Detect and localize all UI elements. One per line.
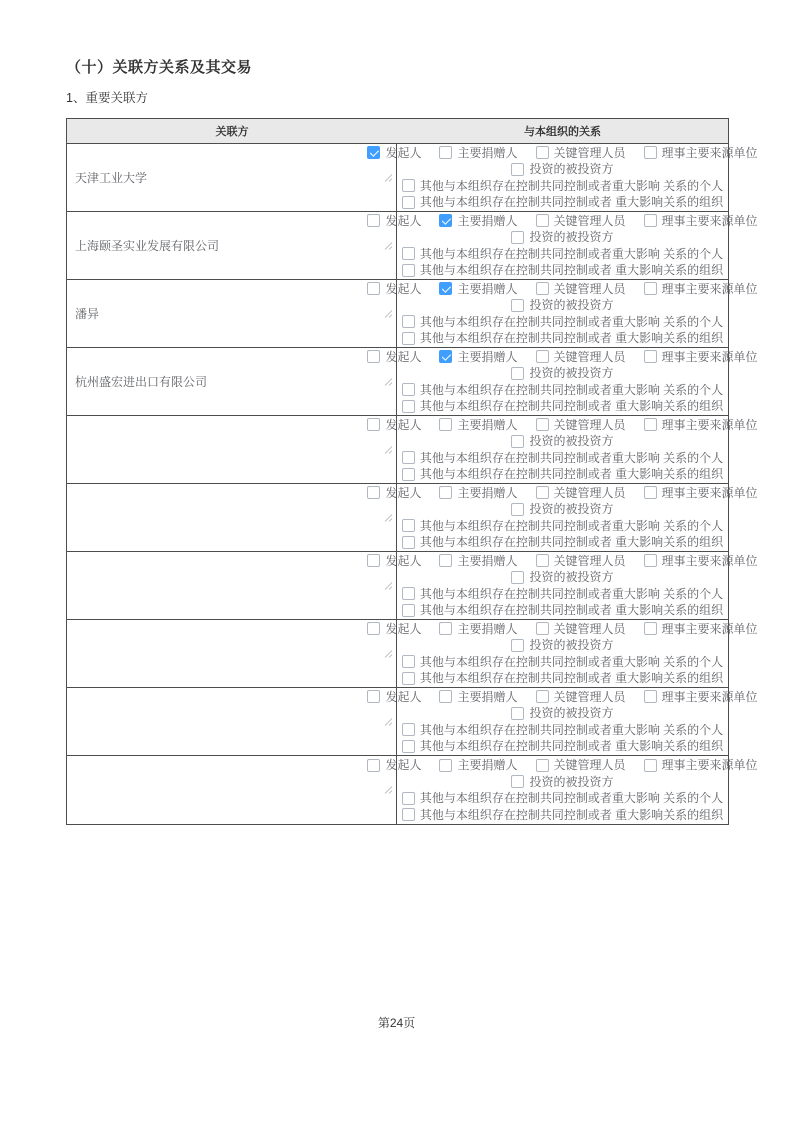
checkbox-label: 理事主要来源单位 — [661, 553, 758, 568]
relationship-checkbox-3[interactable] — [644, 553, 758, 570]
checkbox-label: 投资的被投资方 — [529, 230, 614, 244]
relationship-checkbox-5[interactable] — [402, 790, 723, 807]
relationship-checkbox-1[interactable] — [439, 349, 517, 366]
checkbox-label: 主要捐赠人 — [457, 145, 518, 160]
checkbox-label: 关键管理人员 — [553, 349, 626, 364]
checkbox-label: 主要捐赠人 — [457, 758, 518, 772]
checkbox-label: 其他与本组织存在控制共同控制或者 重大影响关系的组织 — [419, 671, 724, 685]
checkbox-unchecked-icon[interactable] — [367, 214, 380, 227]
relationship-option-line — [402, 790, 723, 807]
relationship-checkbox-5[interactable] — [402, 314, 723, 331]
relationship-option-line — [402, 670, 723, 687]
relationship-option-line — [511, 297, 613, 314]
checkbox-label: 主要捐赠人 — [457, 621, 518, 636]
relationship-checkbox-1[interactable] — [439, 417, 517, 434]
relationship-options-cell — [385, 348, 758, 415]
checkbox-unchecked-icon[interactable] — [439, 486, 452, 499]
relationship-checkbox-3[interactable] — [644, 689, 758, 706]
checkbox-unchecked-icon[interactable] — [536, 350, 549, 363]
relationship-option-line — [402, 178, 723, 195]
checkbox-unchecked-icon[interactable] — [402, 400, 415, 413]
related-party-name: 杭州盛宏进出口有限公司 — [75, 375, 208, 389]
checkbox-label: 发起人 — [385, 553, 422, 568]
relationship-option-line — [511, 569, 613, 586]
relationship-option-line — [402, 722, 723, 739]
checkbox-label: 关键管理人员 — [553, 281, 626, 296]
checkbox-label: 其他与本组织存在控制共同控制或者 重大影响关系的组织 — [419, 535, 724, 549]
checkbox-unchecked-icon[interactable] — [367, 622, 380, 635]
checkbox-label: 关键管理人员 — [553, 213, 626, 228]
checkbox-unchecked-icon[interactable] — [439, 554, 452, 567]
checkbox-unchecked-icon[interactable] — [402, 792, 415, 805]
textarea-resize-handle-icon[interactable] — [384, 309, 393, 318]
checkbox-label: 其他与本组织存在控制共同控制或者重大影响 关系的个人 — [419, 450, 724, 465]
textarea-resize-handle-icon[interactable] — [384, 173, 393, 182]
checkbox-unchecked-icon[interactable] — [367, 282, 380, 295]
checkbox-label: 主要捐赠人 — [457, 213, 518, 228]
relationship-option-line — [367, 417, 757, 434]
related-party-input[interactable] — [67, 484, 397, 551]
relationship-option-line — [402, 450, 723, 467]
relationship-checkbox-6[interactable] — [402, 262, 723, 279]
checkbox-unchecked-icon[interactable] — [402, 672, 415, 685]
checkbox-unchecked-icon[interactable] — [367, 690, 380, 703]
textarea-resize-handle-icon[interactable] — [384, 786, 393, 795]
table-row — [67, 620, 758, 688]
relationship-option-line — [402, 466, 723, 483]
checkbox-label: 投资的被投资方 — [529, 638, 614, 652]
checkbox-label: 其他与本组织存在控制共同控制或者重大影响 关系的个人 — [419, 791, 724, 805]
relationship-checkbox-1[interactable] — [439, 757, 517, 774]
checkbox-label: 理事主要来源单位 — [661, 621, 758, 636]
checkbox-unchecked-icon[interactable] — [439, 690, 452, 703]
checkbox-label: 发起人 — [385, 689, 422, 704]
checkbox-label: 投资的被投资方 — [529, 706, 614, 720]
related-party-input[interactable] — [67, 620, 397, 687]
relationship-checkbox-1[interactable] — [439, 621, 517, 638]
checkbox-unchecked-icon[interactable] — [511, 367, 524, 380]
checkbox-label: 其他与本组织存在控制共同控制或者 重大影响关系的组织 — [419, 195, 724, 209]
checkbox-label: 其他与本组织存在控制共同控制或者 重大影响关系的组织 — [419, 467, 724, 481]
relationship-checkbox-6[interactable] — [402, 194, 723, 211]
relationship-checkbox-2[interactable] — [536, 757, 626, 774]
relationship-option-line — [511, 774, 613, 791]
relationship-checkbox-2[interactable] — [536, 417, 626, 434]
checkbox-unchecked-icon[interactable] — [644, 690, 657, 703]
checkbox-label: 主要捐赠人 — [457, 349, 518, 364]
checkbox-unchecked-icon[interactable] — [402, 519, 415, 532]
related-party-name: 潘异 — [75, 307, 100, 321]
checkbox-unchecked-icon[interactable] — [402, 468, 415, 481]
checkbox-unchecked-icon[interactable] — [644, 554, 657, 567]
relationship-option-line — [402, 262, 723, 279]
relationship-option-line — [402, 518, 723, 535]
relationship-checkbox-5[interactable] — [402, 586, 723, 603]
checkbox-label: 主要捐赠人 — [457, 689, 518, 704]
checkbox-unchecked-icon[interactable] — [511, 639, 524, 652]
relationship-checkbox-4[interactable] — [511, 569, 613, 586]
textarea-resize-handle-icon[interactable] — [384, 513, 393, 522]
checkbox-unchecked-icon[interactable] — [367, 554, 380, 567]
related-party-input[interactable] — [67, 688, 397, 755]
checkbox-checked-icon[interactable] — [439, 214, 452, 227]
checkbox-unchecked-icon[interactable] — [511, 571, 524, 584]
checkbox-unchecked-icon[interactable] — [402, 196, 415, 209]
checkbox-unchecked-icon[interactable] — [402, 451, 415, 464]
checkbox-label: 理事主要来源单位 — [661, 689, 758, 704]
relationship-checkbox-4[interactable] — [511, 705, 613, 722]
checkbox-label: 发起人 — [385, 213, 422, 228]
relationship-checkbox-2[interactable] — [536, 213, 626, 230]
checkbox-label: 其他与本组织存在控制共同控制或者重大影响 关系的个人 — [419, 178, 724, 193]
relationship-options-cell — [385, 212, 758, 279]
checkbox-label: 投资的被投资方 — [529, 298, 614, 312]
checkbox-unchecked-icon[interactable] — [644, 350, 657, 363]
relationship-checkbox-1[interactable] — [439, 281, 517, 298]
relationship-option-line — [402, 194, 723, 211]
checkbox-label: 理事主要来源单位 — [661, 349, 758, 364]
table-row — [67, 348, 758, 416]
table-row — [67, 756, 758, 824]
relationship-checkbox-2[interactable] — [536, 485, 626, 502]
relationship-option-line — [511, 433, 613, 450]
relationship-checkbox-1[interactable] — [439, 213, 517, 230]
related-party-input[interactable] — [67, 144, 397, 211]
checkbox-unchecked-icon[interactable] — [511, 707, 524, 720]
relationship-checkbox-2[interactable] — [536, 689, 626, 706]
checkbox-unchecked-icon[interactable] — [367, 759, 380, 772]
relationship-checkbox-6[interactable] — [402, 602, 723, 619]
relationship-option-line — [511, 161, 613, 178]
checkbox-unchecked-icon[interactable] — [402, 655, 415, 668]
relationship-option-line — [367, 349, 757, 366]
relationship-checkbox-6[interactable] — [402, 330, 723, 347]
related-party-name: 天津工业大学 — [75, 171, 148, 185]
checkbox-unchecked-icon[interactable] — [511, 231, 524, 244]
checkbox-unchecked-icon[interactable] — [536, 282, 549, 295]
checkbox-unchecked-icon[interactable] — [644, 759, 657, 772]
relationship-options-cell — [385, 484, 758, 551]
relationship-checkbox-1[interactable] — [439, 689, 517, 706]
relationship-checkbox-2[interactable] — [536, 553, 626, 570]
checkbox-label: 其他与本组织存在控制共同控制或者重大影响 关系的个人 — [419, 382, 724, 397]
checkbox-unchecked-icon[interactable] — [402, 332, 415, 345]
relationship-option-line — [367, 689, 757, 706]
relationship-option-line — [511, 365, 613, 382]
relationship-option-line — [402, 534, 723, 551]
relationship-options-cell — [385, 620, 758, 687]
checkbox-label: 理事主要来源单位 — [661, 145, 758, 160]
relationship-checkbox-4[interactable] — [511, 637, 613, 654]
relationship-checkbox-6[interactable] — [402, 670, 723, 687]
checkbox-label: 其他与本组织存在控制共同控制或者 重大影响关系的组织 — [419, 739, 724, 753]
checkbox-label: 理事主要来源单位 — [661, 485, 758, 500]
checkbox-label: 主要捐赠人 — [457, 485, 518, 500]
checkbox-label: 发起人 — [385, 417, 422, 432]
related-parties-table — [66, 118, 758, 825]
checkbox-unchecked-icon[interactable] — [536, 690, 549, 703]
column-header-related-party: 关联方 — [215, 126, 249, 138]
checkbox-label: 发起人 — [385, 145, 422, 160]
checkbox-label: 投资的被投资方 — [529, 162, 614, 176]
table-row — [67, 212, 758, 280]
relationship-option-line — [367, 213, 757, 230]
relationship-option-line — [402, 330, 723, 347]
relationship-checkbox-6[interactable] — [402, 534, 723, 551]
relationship-checkbox-1[interactable] — [439, 485, 517, 502]
checkbox-checked-icon[interactable] — [439, 350, 452, 363]
relationship-checkbox-2[interactable] — [536, 145, 626, 162]
relationship-checkbox-3[interactable] — [644, 349, 758, 366]
related-party-input[interactable] — [67, 756, 397, 824]
checkbox-unchecked-icon[interactable] — [536, 418, 549, 431]
relationship-options-cell — [385, 756, 758, 824]
checkbox-unchecked-icon[interactable] — [511, 299, 524, 312]
relationship-options-cell — [385, 280, 758, 347]
related-party-input[interactable] — [67, 416, 397, 483]
checkbox-unchecked-icon[interactable] — [536, 214, 549, 227]
column-header-relationship: 与本组织的关系 — [524, 126, 601, 138]
relationship-option-line — [511, 637, 613, 654]
relationship-checkbox-1[interactable] — [439, 553, 517, 570]
checkbox-unchecked-icon[interactable] — [402, 723, 415, 736]
table-row — [67, 144, 758, 212]
relationship-checkbox-5[interactable] — [402, 382, 723, 399]
relationship-checkbox-4[interactable] — [511, 229, 613, 246]
checkbox-label: 发起人 — [385, 758, 422, 772]
relationship-checkbox-3[interactable] — [644, 485, 758, 502]
relationship-checkbox-3[interactable] — [644, 281, 758, 298]
relationship-checkbox-6[interactable] — [402, 807, 723, 824]
relationship-checkbox-5[interactable] — [402, 518, 723, 535]
checkbox-unchecked-icon[interactable] — [367, 486, 380, 499]
page-number: 第24页 — [377, 1016, 416, 1030]
checkbox-label: 其他与本组织存在控制共同控制或者重大影响 关系的个人 — [419, 586, 724, 601]
relationship-checkbox-5[interactable] — [402, 450, 723, 467]
relationship-checkbox-3[interactable] — [644, 621, 758, 638]
relationship-option-line — [402, 246, 723, 263]
checkbox-label: 其他与本组织存在控制共同控制或者 重大影响关系的组织 — [419, 263, 724, 277]
textarea-resize-handle-icon[interactable] — [384, 649, 393, 658]
checkbox-label: 关键管理人员 — [553, 621, 626, 636]
checkbox-unchecked-icon[interactable] — [644, 622, 657, 635]
relationship-checkbox-2[interactable] — [536, 349, 626, 366]
checkbox-label: 主要捐赠人 — [457, 281, 518, 296]
checkbox-unchecked-icon[interactable] — [644, 418, 657, 431]
checkbox-unchecked-icon[interactable] — [439, 622, 452, 635]
checkbox-label: 理事主要来源单位 — [661, 417, 758, 432]
checkbox-label: 关键管理人员 — [553, 485, 626, 500]
checkbox-label: 关键管理人员 — [553, 145, 626, 160]
checkbox-label: 投资的被投资方 — [529, 434, 614, 448]
relationship-option-line — [402, 602, 723, 619]
textarea-resize-handle-icon[interactable] — [384, 241, 393, 250]
checkbox-label: 其他与本组织存在控制共同控制或者 重大影响关系的组织 — [419, 603, 724, 617]
related-party-input[interactable] — [67, 280, 397, 347]
checkbox-label: 其他与本组织存在控制共同控制或者 重大影响关系的组织 — [419, 331, 724, 345]
textarea-resize-handle-icon[interactable] — [384, 717, 393, 726]
relationship-checkbox-3[interactable] — [644, 145, 758, 162]
checkbox-unchecked-icon[interactable] — [402, 604, 415, 617]
relationship-options-cell — [385, 144, 758, 211]
relationship-option-line — [367, 145, 757, 162]
relationship-checkbox-4[interactable] — [511, 774, 613, 791]
checkbox-label: 其他与本组织存在控制共同控制或者重大影响 关系的个人 — [419, 722, 724, 737]
checkbox-label: 其他与本组织存在控制共同控制或者 重大影响关系的组织 — [419, 807, 724, 822]
checkbox-label: 其他与本组织存在控制共同控制或者 重大影响关系的组织 — [419, 399, 724, 413]
relationship-checkbox-6[interactable] — [402, 398, 723, 415]
checkbox-unchecked-icon[interactable] — [367, 418, 380, 431]
checkbox-unchecked-icon[interactable] — [536, 622, 549, 635]
checkbox-label: 投资的被投资方 — [529, 502, 614, 516]
checkbox-label: 发起人 — [385, 485, 422, 500]
relationship-option-line — [402, 807, 723, 824]
checkbox-unchecked-icon[interactable] — [536, 554, 549, 567]
checkbox-label: 理事主要来源单位 — [661, 758, 758, 772]
table-header-row — [67, 119, 728, 144]
relationship-options-cell — [385, 416, 758, 483]
subsection-title: 1、重要关联方 — [66, 91, 148, 105]
relationship-option-line — [367, 281, 757, 298]
checkbox-unchecked-icon[interactable] — [402, 587, 415, 600]
relationship-option-line — [367, 485, 757, 502]
checkbox-label: 发起人 — [385, 621, 422, 636]
related-party-input[interactable] — [67, 212, 397, 279]
checkbox-unchecked-icon[interactable] — [536, 146, 549, 159]
checkbox-label: 其他与本组织存在控制共同控制或者重大影响 关系的个人 — [419, 518, 724, 533]
relationship-option-line — [367, 621, 757, 638]
relationship-option-line — [511, 501, 613, 518]
checkbox-unchecked-icon[interactable] — [402, 740, 415, 753]
relationship-checkbox-5[interactable] — [402, 178, 723, 195]
relationship-checkbox-4[interactable] — [511, 161, 613, 178]
checkbox-unchecked-icon[interactable] — [511, 163, 524, 176]
table-body — [67, 144, 758, 824]
checkbox-label: 关键管理人员 — [553, 689, 626, 704]
checkbox-label: 主要捐赠人 — [457, 553, 518, 568]
relationship-option-line — [402, 654, 723, 671]
checkbox-unchecked-icon[interactable] — [511, 775, 524, 788]
textarea-resize-handle-icon[interactable] — [384, 581, 393, 590]
checkbox-unchecked-icon[interactable] — [402, 264, 415, 277]
related-party-input[interactable] — [67, 552, 397, 619]
relationship-checkbox-3[interactable] — [644, 757, 758, 774]
section-title: （十）关联方关系及其交易 — [66, 59, 253, 76]
checkbox-unchecked-icon[interactable] — [439, 146, 452, 159]
checkbox-label: 关键管理人员 — [553, 758, 626, 772]
relationship-checkbox-3[interactable] — [644, 213, 758, 230]
checkbox-unchecked-icon[interactable] — [644, 146, 657, 159]
relationship-checkbox-3[interactable] — [644, 417, 758, 434]
relationship-option-line — [511, 229, 613, 246]
checkbox-unchecked-icon[interactable] — [439, 418, 452, 431]
relationship-checkbox-4[interactable] — [511, 297, 613, 314]
checkbox-unchecked-icon[interactable] — [644, 214, 657, 227]
relationship-option-line — [511, 705, 613, 722]
checkbox-unchecked-icon[interactable] — [367, 350, 380, 363]
relationship-option-line — [402, 314, 723, 331]
checkbox-unchecked-icon[interactable] — [402, 808, 415, 821]
checkbox-unchecked-icon[interactable] — [439, 759, 452, 772]
table-row — [67, 280, 758, 348]
checkbox-label: 投资的被投资方 — [529, 366, 614, 380]
relationship-option-line — [367, 553, 757, 570]
relationship-options-cell — [385, 688, 758, 755]
relationship-checkbox-5[interactable] — [402, 722, 723, 739]
relationship-options-cell — [385, 552, 758, 619]
checkbox-unchecked-icon[interactable] — [511, 503, 524, 516]
checkbox-label: 关键管理人员 — [553, 553, 626, 568]
related-party-input[interactable] — [67, 348, 397, 415]
checkbox-unchecked-icon[interactable] — [511, 435, 524, 448]
textarea-resize-handle-icon[interactable] — [384, 377, 393, 386]
checkbox-unchecked-icon[interactable] — [644, 486, 657, 499]
relationship-option-line — [402, 738, 723, 755]
relationship-checkbox-1[interactable] — [439, 145, 517, 162]
checkbox-checked-icon[interactable] — [367, 146, 380, 159]
checkbox-label: 投资的被投资方 — [529, 570, 614, 584]
table-row — [67, 484, 758, 552]
checkbox-unchecked-icon[interactable] — [402, 383, 415, 396]
relationship-option-line — [402, 382, 723, 399]
relationship-checkbox-4[interactable] — [511, 501, 613, 518]
checkbox-unchecked-icon[interactable] — [402, 536, 415, 549]
checkbox-unchecked-icon[interactable] — [536, 486, 549, 499]
checkbox-unchecked-icon[interactable] — [402, 315, 415, 328]
checkbox-label: 发起人 — [385, 281, 422, 296]
checkbox-label: 理事主要来源单位 — [661, 281, 758, 296]
checkbox-unchecked-icon[interactable] — [402, 179, 415, 192]
related-party-name: 上海颐圣实业发展有限公司 — [75, 239, 220, 253]
relationship-checkbox-4[interactable] — [511, 433, 613, 450]
table-row — [67, 688, 758, 756]
relationship-option-line — [367, 757, 757, 774]
checkbox-unchecked-icon[interactable] — [644, 282, 657, 295]
table-row — [67, 416, 758, 484]
checkbox-label: 其他与本组织存在控制共同控制或者重大影响 关系的个人 — [419, 246, 724, 261]
checkbox-label: 主要捐赠人 — [457, 417, 518, 432]
checkbox-label: 关键管理人员 — [553, 417, 626, 432]
textarea-resize-handle-icon[interactable] — [384, 445, 393, 454]
checkbox-label: 其他与本组织存在控制共同控制或者重大影响 关系的个人 — [419, 314, 724, 329]
relationship-option-line — [402, 398, 723, 415]
relationship-checkbox-2[interactable] — [536, 621, 626, 638]
checkbox-checked-icon[interactable] — [439, 282, 452, 295]
checkbox-unchecked-icon[interactable] — [402, 247, 415, 260]
relationship-option-line — [402, 586, 723, 603]
relationship-checkbox-6[interactable] — [402, 738, 723, 755]
checkbox-label: 发起人 — [385, 349, 422, 364]
table-row — [67, 552, 758, 620]
relationship-checkbox-6[interactable] — [402, 466, 723, 483]
checkbox-label: 其他与本组织存在控制共同控制或者重大影响 关系的个人 — [419, 654, 724, 669]
checkbox-label: 投资的被投资方 — [529, 774, 614, 789]
relationship-checkbox-2[interactable] — [536, 281, 626, 298]
relationship-checkbox-5[interactable] — [402, 654, 723, 671]
relationship-checkbox-5[interactable] — [402, 246, 723, 263]
checkbox-label: 理事主要来源单位 — [661, 213, 758, 228]
checkbox-unchecked-icon[interactable] — [536, 759, 549, 772]
relationship-checkbox-4[interactable] — [511, 365, 613, 382]
